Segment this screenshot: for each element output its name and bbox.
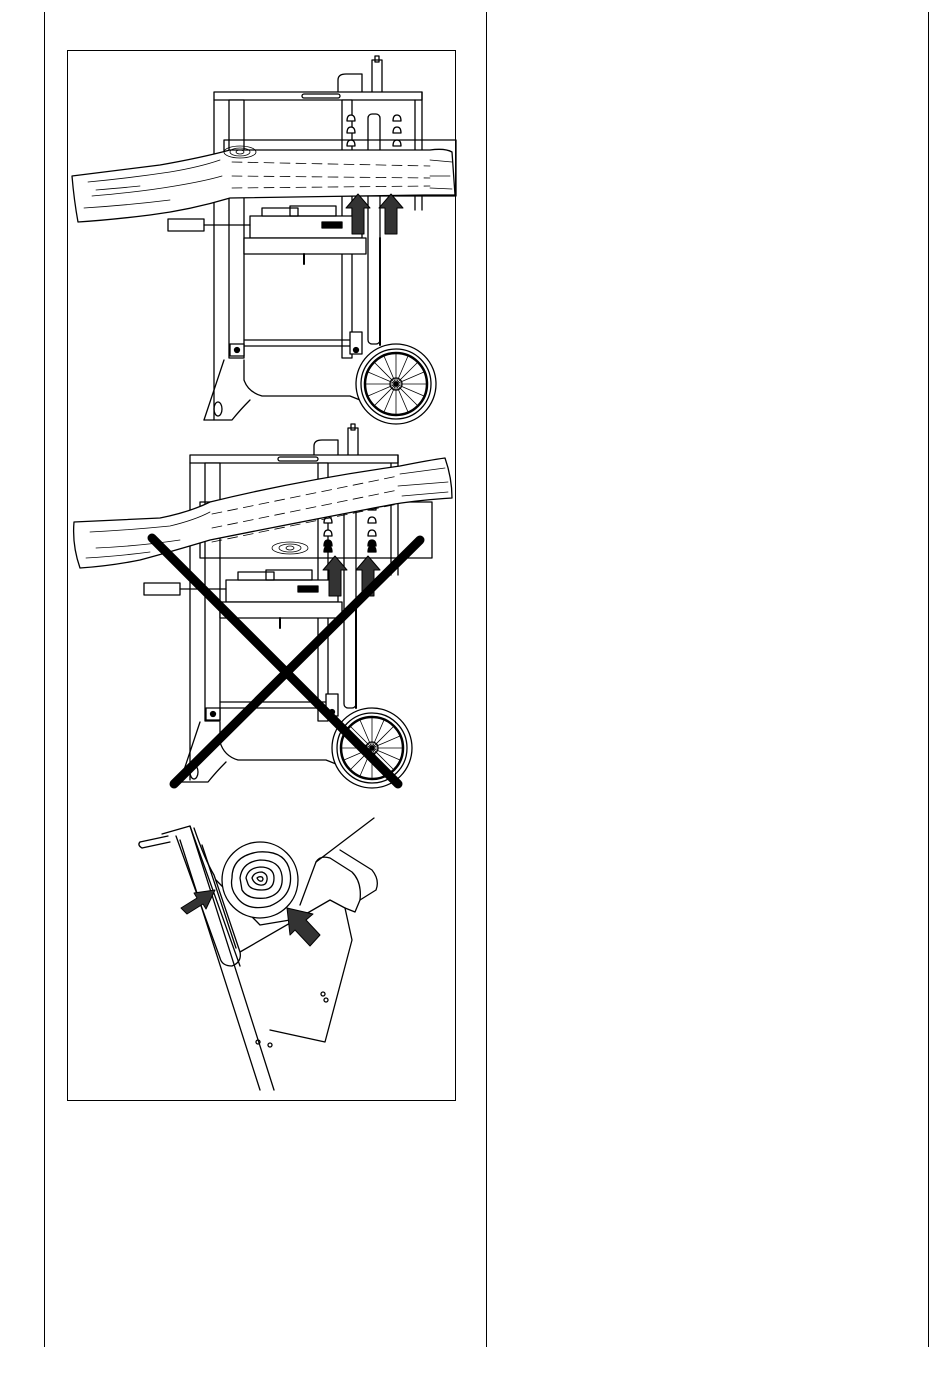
arrow-icon: [287, 908, 320, 946]
arrow-up-icon: [379, 194, 403, 234]
log-grain-rings: [272, 542, 308, 554]
wheel-icon: [356, 344, 436, 424]
wheel-icon: [332, 708, 412, 788]
panel-incorrect-log-placement: [74, 424, 452, 788]
arrow-icon: [181, 890, 215, 914]
panel-correct-log-placement: [72, 56, 456, 424]
panel-round-log-detail: [139, 818, 377, 1090]
round-log-icon: [222, 842, 298, 918]
log-icon: [74, 458, 452, 568]
